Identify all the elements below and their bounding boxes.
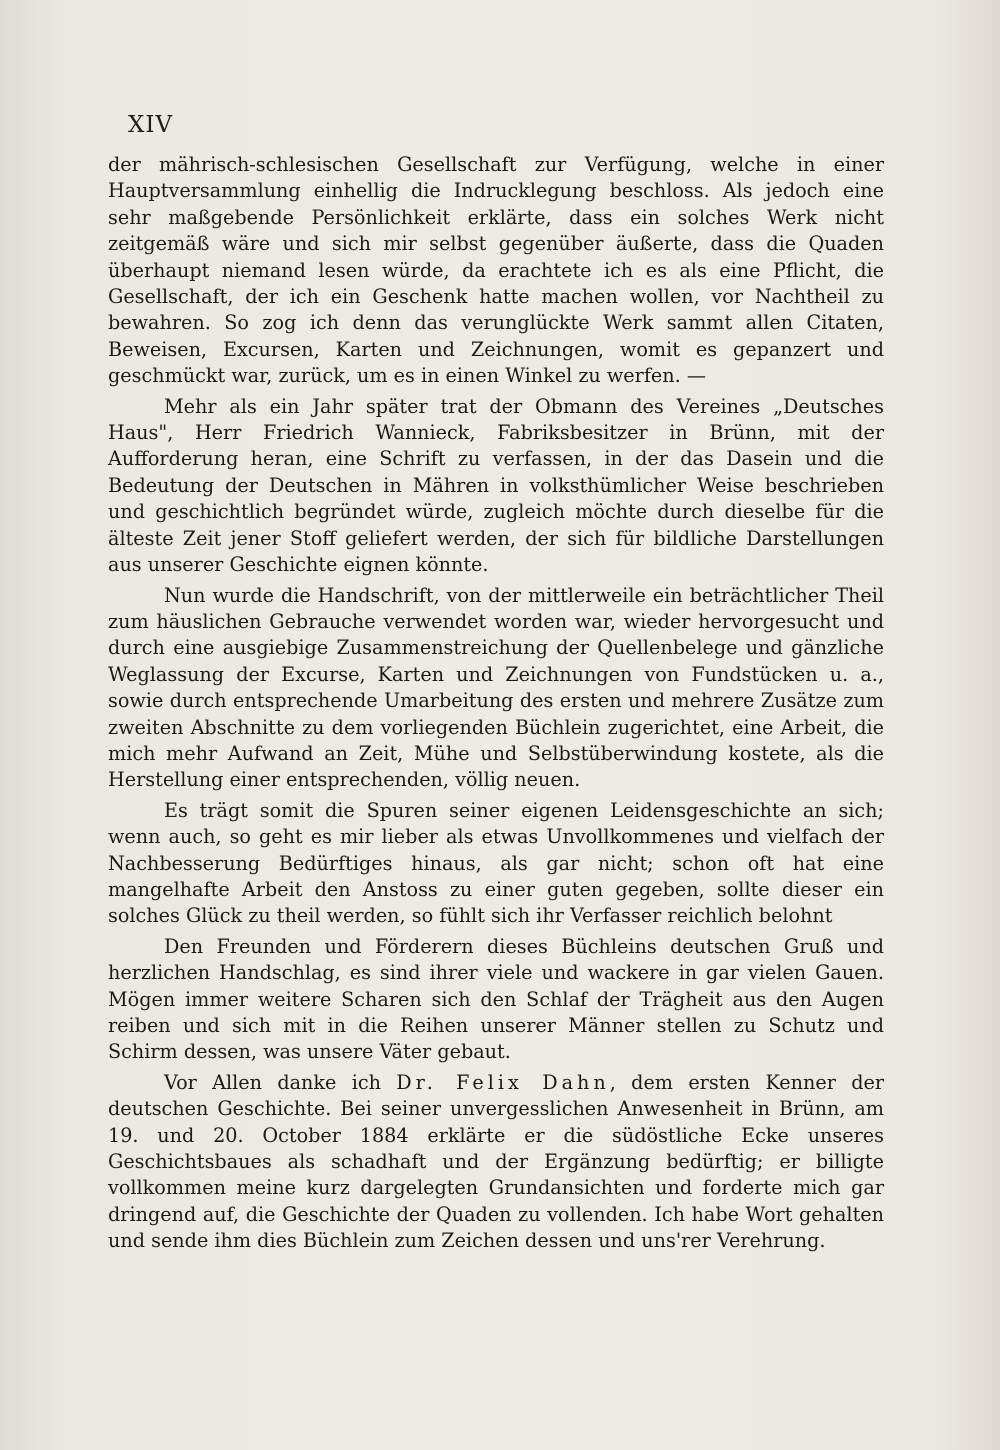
paragraph-5: Den Freunden und Förderern dieses Büchleins deutschen Gruß und herzlichen Handschlag, es sind ihrer viele und wackere in gar vielen Gauen. Mögen immer weitere Scharen sich den Schlaf der Trägheit aus den Augen reiben und sich mit in die Reihen unserer Männer stellen zu Schutz und Schirm dessen, was unsere Väter gebaut. xyxy=(108,934,884,1064)
paragraph-6 xyxy=(108,1070,884,1255)
paragraph-1: der mährisch-schlesischen Gesellschaft zur Verfügung, welche in einer Hauptversammlung einhellig die Indrucklegung beschloss. Als jedoch eine sehr maßgebende Persönlichkeit erklärte, dass ein solches Werk nicht zeitgemäß wäre und sich mir selbst gegenüber äußerte, dass die Quaden überhaupt niemand lesen würde, da erachtete ich es als eine Pflicht, die Gesellschaft, der ich ein Geschenk hatte machen wollen, vor Nachtheil zu bewahren. So zog ich denn das verunglückte Werk sammt allen Citaten, Beweisen, Excursen, Karten und Zeichnungen, womit es gepanzert und geschmückt war, zurück, um es in einen Winkel zu werfen. — xyxy=(108,153,884,388)
paragraph-6-end: , dem ersten Kenner der deutschen Geschichte. Bei seiner unvergesslichen Anwesenheit in Brünn, am 19. und 20. October 1884 erklärte er die südöstliche Ecke unseres Geschichtsbaues als schadhaft und der Ergänzung bedürftig; er billigte vollkommen meine kurz dargelegten Grundansichten und forderte mich gar dringend auf, die Geschichte der Quaden zu vollenden. Ich habe Wort gehalten und sende ihm dies Büchlein zum Zeichen dessen und uns'rer Verehrung. xyxy=(108,1070,884,1253)
paragraph-2: Mehr als ein Jahr später trat der Obmann des Vereines „Deutsches Haus", Herr Friedrich Wannieck, Fabriksbesitzer in Brünn, mit der Aufforderung heran, eine Schrift zu verfassen, in der das Dasein und die Bedeutung der Deutschen in Mähren in volksthümlicher Weise beschrieben und geschichtlich begründet würde, zugleich möchte durch dieselbe für die älteste Zeit jener Stoff geliefert werden, der sich für bildliche Darstellungen aus unserer Geschichte eignen könnte. xyxy=(108,394,884,577)
body-text xyxy=(108,152,884,1259)
paragraph-6-start: Vor Allen danke ich xyxy=(164,1070,397,1094)
page-number: XIV xyxy=(128,112,174,138)
paragraph-4: Es trägt somit die Spuren seiner eigenen Leidensgeschichte an sich; wenn auch, so geht es mir lieber als etwas Unvollkommenes und vielfach der Nachbesserung Bedürftiges hinaus, als gar nicht; schon oft hat eine mangelhafte Arbeit den Anstoss zu einer guten gegeben, sollte dieser ein solches Glück zu theil werden, so fühlt sich ihr Verfasser reichlich belohnt xyxy=(108,798,884,928)
dedicatee-name: Dr. Felix Dahn xyxy=(396,1070,610,1094)
paragraph-3: Nun wurde die Handschrift, von der mittlerweile ein beträchtlicher Theil zum häuslichen Gebrauche verwendet worden war, wieder hervorgesucht und durch eine ausgiebige Zusammenstreichung der Quellenbelege und gänzliche Weglassung der Excurse, Karten und Zeichnungen von Fundstücken u. a., sowie durch entsprechende Umarbeitung des ersten und mehrere Zusätze zum zweiten Abschnitte zu dem vorliegenden Büchlein zugerichtet, eine Arbeit, die mich mehr Aufwand an Zeit, Mühe und Selbstüberwindung kostete, als die Herstellung einer entsprechenden, völlig neuen. xyxy=(108,583,884,792)
